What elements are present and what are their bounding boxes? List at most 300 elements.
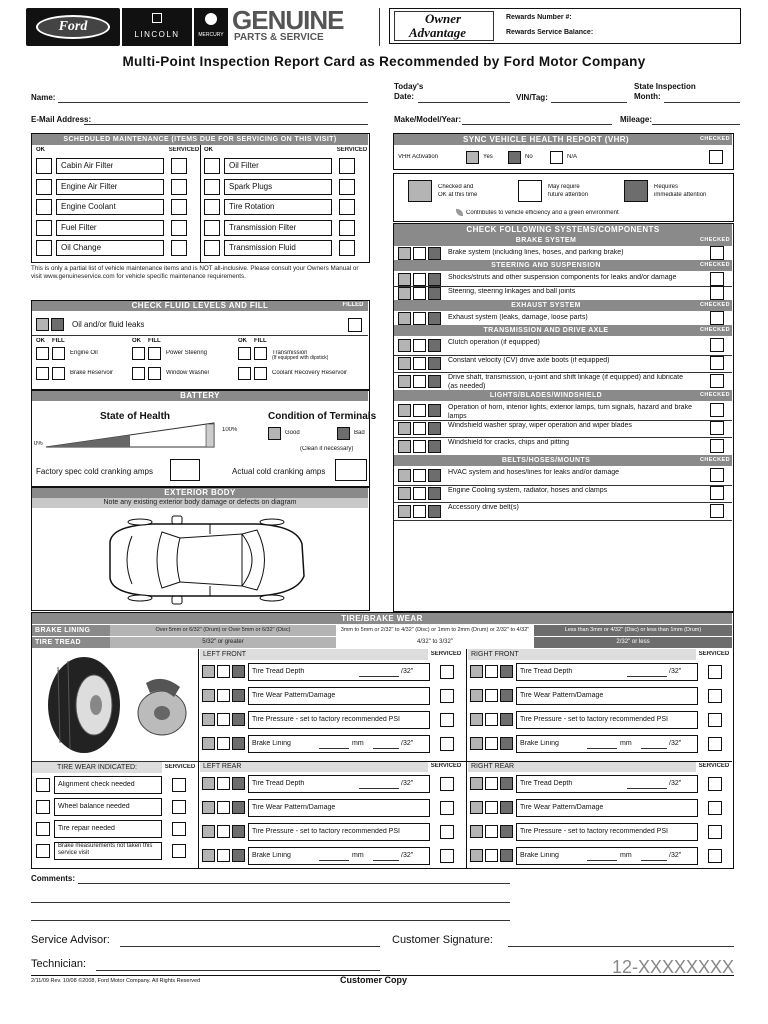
- system-future-box[interactable]: [413, 339, 426, 352]
- fluid-fill-box[interactable]: [148, 367, 161, 380]
- indicated-item-label: Brake measurements not taken this service visit: [58, 843, 153, 856]
- system-future-box[interactable]: [413, 404, 426, 417]
- brake-fraction-field[interactable]: [641, 748, 667, 749]
- system-checked-header: CHECKED: [698, 260, 732, 271]
- system-group-header: BELTS/HOSES/MOUNTS: [394, 455, 698, 466]
- fluid-fill-box[interactable]: [52, 347, 65, 360]
- tire-ok-box[interactable]: [202, 689, 215, 702]
- comments-line-3[interactable]: [31, 920, 510, 921]
- tire-tread-good: 5/32" or greater: [110, 637, 336, 648]
- tire-wear-serviced-header: SERVICED: [164, 764, 196, 770]
- indicated-item-label: Tire repair needed: [58, 825, 115, 832]
- email-label: E-Mail Address:: [31, 115, 92, 124]
- tire-serviced-checkbox[interactable]: [708, 737, 722, 751]
- tire-serviced-checkbox[interactable]: [440, 825, 454, 839]
- tire-serviced-checkbox[interactable]: [708, 801, 722, 815]
- system-checked-checkbox[interactable]: [710, 286, 724, 300]
- tire-hub-shape: [90, 695, 102, 715]
- system-future-box[interactable]: [413, 287, 426, 300]
- tire-serviced-checkbox[interactable]: [440, 737, 454, 751]
- fluid-col-ok-label: OK: [36, 338, 45, 344]
- tire-item-field: [516, 711, 698, 729]
- exterior-body-header: EXTERIOR BODY: [32, 488, 368, 498]
- car-windshield: [157, 532, 180, 588]
- sched-serviced-checkbox[interactable]: [171, 179, 187, 195]
- tire-item-label: Tire Tread Depth: [520, 780, 573, 787]
- fluid-fill-box[interactable]: [254, 347, 267, 360]
- date-field[interactable]: [418, 102, 510, 103]
- system-ok-box[interactable]: [398, 273, 411, 286]
- indicated-serviced-checkbox[interactable]: [172, 822, 186, 836]
- tire-urgent-box[interactable]: [500, 713, 513, 726]
- brake-mm-label: mm: [620, 740, 632, 747]
- tire-urgent-box[interactable]: [232, 665, 245, 678]
- system-checked-checkbox[interactable]: [710, 468, 724, 482]
- header-divider: [379, 8, 380, 46]
- tire-item-label: Tire Pressure - set to factory recommended PSI: [520, 716, 668, 723]
- tire-item-field: [516, 847, 698, 865]
- tire-future-box[interactable]: [485, 665, 498, 678]
- system-ok-box[interactable]: [398, 487, 411, 500]
- indicated-serviced-checkbox[interactable]: [172, 800, 186, 814]
- system-urgent-box[interactable]: [428, 247, 441, 260]
- system-checked-checkbox[interactable]: [710, 374, 724, 388]
- tire-serviced-checkbox[interactable]: [708, 849, 722, 863]
- oil-leak-ok-box[interactable]: [36, 318, 49, 331]
- brake-mm-field[interactable]: [319, 860, 349, 861]
- system-future-box[interactable]: [413, 273, 426, 286]
- oil-leak-label: Oil and/or fluid leaks: [72, 320, 145, 329]
- system-ok-box[interactable]: [398, 247, 411, 260]
- tire-future-box[interactable]: [485, 689, 498, 702]
- sched-ok-checkbox[interactable]: [204, 220, 220, 236]
- system-row-divider: [394, 420, 732, 421]
- system-future-box[interactable]: [413, 505, 426, 518]
- tire-urgent-box[interactable]: [500, 737, 513, 750]
- ford-logo-text: Ford: [58, 19, 88, 34]
- tire-urgent-box[interactable]: [500, 665, 513, 678]
- tire-item-field: [248, 711, 430, 729]
- sched-serviced-checkbox[interactable]: [339, 179, 355, 195]
- system-checked-checkbox[interactable]: [710, 272, 724, 286]
- car-hood-line: [127, 536, 132, 584]
- tire-serviced-checkbox[interactable]: [440, 849, 454, 863]
- system-urgent-box[interactable]: [428, 505, 441, 518]
- tread-depth-field[interactable]: [359, 676, 399, 677]
- fluid-col-fill-label: FILL: [52, 338, 65, 344]
- system-row-divider: [394, 372, 732, 373]
- tread-depth-field[interactable]: [627, 676, 667, 677]
- tire-serviced-checkbox[interactable]: [440, 713, 454, 727]
- tire-urgent-box[interactable]: [232, 849, 245, 862]
- tire-item-field: [248, 735, 430, 753]
- system-ok-box[interactable]: [398, 357, 411, 370]
- tire-future-box[interactable]: [485, 825, 498, 838]
- vhr-na-box[interactable]: [550, 151, 563, 164]
- transmission-note: (If equipped with dipstick): [272, 355, 329, 361]
- state-insp-field[interactable]: [664, 102, 740, 103]
- sched-item-label: Transmission Fluid: [229, 243, 296, 252]
- tire-urgent-box[interactable]: [500, 801, 513, 814]
- system-row-divider: [394, 502, 732, 503]
- indicated-serviced-checkbox[interactable]: [172, 844, 186, 858]
- sched-ok-left: OK: [36, 147, 45, 153]
- indicated-checkbox[interactable]: [36, 778, 50, 792]
- tire-serviced-checkbox[interactable]: [708, 825, 722, 839]
- tire-urgent-box[interactable]: [500, 825, 513, 838]
- tire-middle-divider: [198, 761, 732, 762]
- system-checked-checkbox[interactable]: [710, 311, 724, 325]
- sched-serviced-checkbox[interactable]: [171, 158, 187, 174]
- vin-field[interactable]: [551, 102, 627, 103]
- tire-urgent-box[interactable]: [232, 777, 245, 790]
- fluid-ok-box[interactable]: [132, 367, 145, 380]
- tire-urgent-box[interactable]: [232, 825, 245, 838]
- fluid-item-label: Engine Oil: [70, 350, 98, 356]
- sched-ok-checkbox[interactable]: [36, 199, 52, 215]
- tire-urgent-box[interactable]: [232, 713, 245, 726]
- owner-advantage-line1: Owner: [425, 11, 462, 26]
- sched-ok-checkbox[interactable]: [204, 199, 220, 215]
- tread-depth-field[interactable]: [359, 788, 399, 789]
- system-checked-checkbox[interactable]: [710, 504, 724, 518]
- tire-serviced-checkbox[interactable]: [708, 713, 722, 727]
- sched-item-field: [224, 179, 332, 195]
- legend-green-line2: OK at this time: [438, 192, 478, 198]
- legend-red-line2: immediate attention: [654, 192, 707, 198]
- tire-ok-box[interactable]: [470, 737, 483, 750]
- system-future-box[interactable]: [413, 440, 426, 453]
- tire-serviced-header: SERVICED: [698, 763, 730, 769]
- tire-center-divider: [466, 649, 467, 868]
- ford-logo: [26, 8, 120, 46]
- system-urgent-box[interactable]: [428, 404, 441, 417]
- system-urgent-box[interactable]: [428, 440, 441, 453]
- form-number: 12-XXXXXXXX: [612, 957, 735, 977]
- sched-footnote: This is only a partial list of vehicle maintenance items and is NOT all-inclusive. Please consult your Owners Manual or visit www.genuineservice.com for vehicle specific maintenance requirements.: [31, 265, 359, 280]
- sched-ok-checkbox[interactable]: [36, 179, 52, 195]
- date-label-1: Today's: [394, 82, 424, 91]
- system-future-box[interactable]: [413, 375, 426, 388]
- system-urgent-box[interactable]: [428, 312, 441, 325]
- mercury-logo-text: MERCURY: [198, 32, 224, 38]
- sched-serviced-checkbox[interactable]: [339, 220, 355, 236]
- tire-future-box[interactable]: [217, 737, 230, 750]
- fluid-col-fill-label: FILL: [254, 338, 267, 344]
- tire-ok-box[interactable]: [470, 825, 483, 838]
- tire-serviced-checkbox[interactable]: [440, 801, 454, 815]
- tire-ok-box[interactable]: [470, 665, 483, 678]
- customer-signature-field[interactable]: [508, 946, 734, 947]
- system-checked-checkbox[interactable]: [710, 421, 724, 435]
- fluid-fill-box[interactable]: [52, 367, 65, 380]
- tire-urgent-box[interactable]: [232, 737, 245, 750]
- system-checked-checkbox[interactable]: [710, 403, 724, 417]
- system-ok-box[interactable]: [398, 505, 411, 518]
- sched-ok-checkbox[interactable]: [36, 240, 52, 256]
- car-diagram[interactable]: [92, 512, 312, 608]
- tire-urgent-box[interactable]: [500, 777, 513, 790]
- sched-item-field: [56, 240, 164, 256]
- service-advisor-label: Service Advisor:: [31, 934, 110, 946]
- brake-mm-field[interactable]: [587, 748, 617, 749]
- sched-item-label: Transmission Filter: [229, 222, 297, 232]
- mileage-field[interactable]: [652, 124, 740, 125]
- tire-future-box[interactable]: [217, 825, 230, 838]
- tire-tread-bad: 2/32" or less: [534, 637, 732, 648]
- systems-section: [393, 223, 734, 612]
- tire-serviced-checkbox[interactable]: [440, 665, 454, 679]
- system-item-label: Drive shaft, transmission, u-joint and shift linkage (if equipped) and lubricate (as needed): [448, 374, 684, 390]
- system-future-box[interactable]: [413, 357, 426, 370]
- tire-item-label: Brake Lining: [252, 740, 291, 747]
- tire-serviced-checkbox[interactable]: [440, 689, 454, 703]
- tire-ok-box[interactable]: [470, 689, 483, 702]
- brake-fraction-field[interactable]: [373, 860, 399, 861]
- oil-leak-bad-box[interactable]: [51, 318, 64, 331]
- fluid-fill-box[interactable]: [148, 347, 161, 360]
- sched-serviced-checkbox[interactable]: [171, 220, 187, 236]
- system-group-header: BRAKE SYSTEM: [394, 235, 698, 246]
- fluid-item-label: Transmission: [272, 350, 308, 356]
- fluid-fill-box[interactable]: [254, 367, 267, 380]
- tire-future-box[interactable]: [485, 737, 498, 750]
- make-field[interactable]: [462, 124, 612, 125]
- sched-serviced-checkbox[interactable]: [171, 240, 187, 256]
- system-checked-checkbox[interactable]: [710, 356, 724, 370]
- brake-mm-field[interactable]: [587, 860, 617, 861]
- oil-leak-filled-checkbox[interactable]: [348, 318, 362, 332]
- sched-item-label: Engine Air Filter: [61, 181, 118, 191]
- system-urgent-box[interactable]: [428, 287, 441, 300]
- terminal-good-box[interactable]: [268, 427, 281, 440]
- brake-lining-good: Over 5mm or 6/32" (Drum) or Over 5mm or 6/32" (Disc): [110, 625, 336, 636]
- sched-ok-checkbox[interactable]: [36, 158, 52, 174]
- system-ok-box[interactable]: [398, 469, 411, 482]
- tire-serviced-checkbox[interactable]: [708, 777, 722, 791]
- brand-bar: [26, 5, 376, 46]
- vhr-no-box[interactable]: [508, 151, 521, 164]
- system-future-box[interactable]: [413, 487, 426, 500]
- system-item-label: Windshield washer spray, wiper operation and wiper blades: [448, 421, 632, 429]
- tire-ok-box[interactable]: [202, 825, 215, 838]
- sched-item-field: [56, 220, 164, 236]
- tire-item-field: [248, 663, 430, 681]
- tire-ok-box[interactable]: [470, 713, 483, 726]
- system-urgent-box[interactable]: [428, 339, 441, 352]
- indicated-checkbox[interactable]: [36, 844, 50, 858]
- system-checked-checkbox[interactable]: [710, 439, 724, 453]
- color-legend: [393, 173, 734, 222]
- legend-yellow-line1: May require: [548, 184, 580, 190]
- brake-mm-label: mm: [352, 740, 364, 747]
- scheduled-maintenance-section: [31, 133, 370, 263]
- tire-ok-box[interactable]: [470, 777, 483, 790]
- tire-ok-box[interactable]: [470, 801, 483, 814]
- mileage-label: Mileage:: [620, 115, 653, 124]
- system-item-label: Steering, steering linkages and ball joints: [448, 288, 576, 295]
- fluid-ok-box[interactable]: [238, 347, 251, 360]
- tire-wear-indicated-header: TIRE WEAR INDICATED:: [32, 762, 162, 773]
- indicated-item-field: [54, 820, 162, 838]
- system-urgent-box[interactable]: [428, 273, 441, 286]
- sched-ok-checkbox[interactable]: [204, 179, 220, 195]
- owner-advantage-logo: [394, 11, 494, 41]
- system-urgent-box[interactable]: [428, 357, 441, 370]
- sched-ok-checkbox[interactable]: [36, 220, 52, 236]
- tire-future-box[interactable]: [485, 777, 498, 790]
- tire-urgent-box[interactable]: [232, 689, 245, 702]
- fluid-item-label: Power Steering: [166, 350, 208, 356]
- tire-item-field: [516, 775, 698, 793]
- tire-future-box[interactable]: [217, 849, 230, 862]
- tire-item-field: [248, 823, 430, 841]
- brake-mm-field[interactable]: [319, 748, 349, 749]
- tread-depth-field[interactable]: [627, 788, 667, 789]
- tire-future-box[interactable]: [217, 665, 230, 678]
- tire-serviced-checkbox[interactable]: [708, 689, 722, 703]
- name-field[interactable]: [58, 102, 368, 103]
- tire-item-label: Tire Pressure - set to factory recommended PSI: [252, 716, 400, 723]
- tire-future-box[interactable]: [217, 801, 230, 814]
- fluid-ok-box[interactable]: [36, 347, 49, 360]
- system-ok-box[interactable]: [398, 440, 411, 453]
- vhr-yes-box[interactable]: [466, 151, 479, 164]
- brake-fraction-label: /32": [401, 852, 414, 859]
- indicated-item-field: [54, 798, 162, 816]
- service-advisor-field[interactable]: [120, 946, 380, 947]
- sched-serviced-checkbox[interactable]: [339, 240, 355, 256]
- tire-serviced-checkbox[interactable]: [708, 665, 722, 679]
- brake-mm-label: mm: [620, 852, 632, 859]
- brake-lining-label: BRAKE LINING: [32, 625, 110, 636]
- system-item-label: Windshield for cracks, chips and pitting: [448, 439, 569, 447]
- tire-ok-box[interactable]: [202, 713, 215, 726]
- tire-ok-box[interactable]: [470, 849, 483, 862]
- tread-fraction-label: /32": [401, 668, 414, 675]
- system-checked-header: CHECKED: [698, 455, 732, 466]
- sched-ok-checkbox[interactable]: [204, 240, 220, 256]
- tire-item-label: Brake Lining: [520, 740, 559, 747]
- tire-ok-box[interactable]: [202, 777, 215, 790]
- vhr-checked-checkbox[interactable]: [709, 150, 723, 164]
- tire-urgent-box[interactable]: [500, 689, 513, 702]
- system-future-box[interactable]: [413, 469, 426, 482]
- indicated-checkbox[interactable]: [36, 800, 50, 814]
- sched-item-label: Oil Change: [61, 243, 102, 252]
- terminal-bad-box[interactable]: [337, 427, 350, 440]
- battery-section: [31, 390, 377, 487]
- system-future-box[interactable]: [413, 247, 426, 260]
- vhr-yes-label: Yes: [483, 154, 493, 160]
- sched-serviced-checkbox[interactable]: [171, 199, 187, 215]
- system-ok-box[interactable]: [398, 422, 411, 435]
- system-ok-box[interactable]: [398, 312, 411, 325]
- tire-ok-box[interactable]: [202, 849, 215, 862]
- tire-urgent-box[interactable]: [232, 801, 245, 814]
- system-ok-box[interactable]: [398, 339, 411, 352]
- fluid-ok-box[interactable]: [132, 347, 145, 360]
- system-urgent-box[interactable]: [428, 487, 441, 500]
- sched-serviced-checkbox[interactable]: [339, 158, 355, 174]
- comments-label: Comments:: [31, 874, 76, 883]
- legend-green-line1: Checked and: [438, 184, 474, 190]
- system-urgent-box[interactable]: [428, 375, 441, 388]
- factory-cca-input[interactable]: [170, 459, 200, 481]
- system-checked-checkbox[interactable]: [710, 338, 724, 352]
- legend-red-swatch: [624, 180, 648, 202]
- fluid-ok-box[interactable]: [36, 367, 49, 380]
- tire-future-box[interactable]: [485, 713, 498, 726]
- comments-line-1[interactable]: [78, 883, 510, 884]
- tire-future-box[interactable]: [217, 689, 230, 702]
- technician-field[interactable]: [96, 970, 380, 971]
- brake-fraction-field[interactable]: [373, 748, 399, 749]
- tire-tread-label: TIRE TREAD: [32, 637, 110, 648]
- system-urgent-box[interactable]: [428, 469, 441, 482]
- actual-cca-input[interactable]: [335, 459, 367, 481]
- email-field[interactable]: [84, 124, 368, 125]
- system-ok-box[interactable]: [398, 287, 411, 300]
- sched-serviced-checkbox[interactable]: [339, 199, 355, 215]
- leaf-icon: [456, 209, 463, 216]
- sched-serviced-right: SERVICED: [336, 147, 368, 153]
- tire-serviced-checkbox[interactable]: [440, 777, 454, 791]
- car-wheel-rr: [260, 595, 284, 601]
- fluid-item-label: Brake Reservoir: [70, 370, 114, 376]
- tire-item-field: [516, 687, 698, 705]
- tire-ok-box[interactable]: [202, 737, 215, 750]
- system-checked-header: CHECKED: [698, 300, 732, 311]
- system-checked-checkbox[interactable]: [710, 486, 724, 500]
- lincoln-logo-text: LINCOLN: [134, 30, 180, 39]
- system-urgent-box[interactable]: [428, 422, 441, 435]
- tire-future-box[interactable]: [217, 713, 230, 726]
- gauge-hundred-label: 100%: [222, 427, 238, 433]
- vhr-no-label: No: [525, 154, 533, 160]
- sched-item-field: [224, 158, 332, 174]
- sched-item-field: [56, 158, 164, 174]
- brake-fraction-field[interactable]: [641, 860, 667, 861]
- system-ok-box[interactable]: [398, 404, 411, 417]
- tire-future-box[interactable]: [217, 777, 230, 790]
- tire-ok-box[interactable]: [202, 801, 215, 814]
- tire-future-box[interactable]: [485, 801, 498, 814]
- car-body-outline: [110, 524, 304, 596]
- fluid-col-ok-label: OK: [132, 338, 141, 344]
- state-of-health-label: State of Health: [100, 411, 171, 422]
- system-item-label: Clutch operation (if equipped): [448, 339, 540, 346]
- system-future-box[interactable]: [413, 312, 426, 325]
- tire-urgent-box[interactable]: [500, 849, 513, 862]
- system-item-label: Brake system (including lines, hoses, and parking brake): [448, 249, 624, 256]
- indicated-checkbox[interactable]: [36, 822, 50, 836]
- fluid-ok-box[interactable]: [238, 367, 251, 380]
- system-ok-box[interactable]: [398, 375, 411, 388]
- tire-future-box[interactable]: [485, 849, 498, 862]
- comments-line-2[interactable]: [31, 902, 510, 903]
- tire-ok-box[interactable]: [202, 665, 215, 678]
- indicated-serviced-checkbox[interactable]: [172, 778, 186, 792]
- sched-item-label: Spark Plugs: [229, 181, 273, 191]
- system-future-box[interactable]: [413, 422, 426, 435]
- name-label: Name:: [31, 93, 56, 102]
- tire-item-field: [248, 687, 430, 705]
- sched-ok-checkbox[interactable]: [204, 158, 220, 174]
- legend-red-line1: Requires: [654, 184, 679, 190]
- system-group-header: EXHAUST SYSTEM: [394, 300, 698, 311]
- system-checked-checkbox[interactable]: [710, 246, 724, 260]
